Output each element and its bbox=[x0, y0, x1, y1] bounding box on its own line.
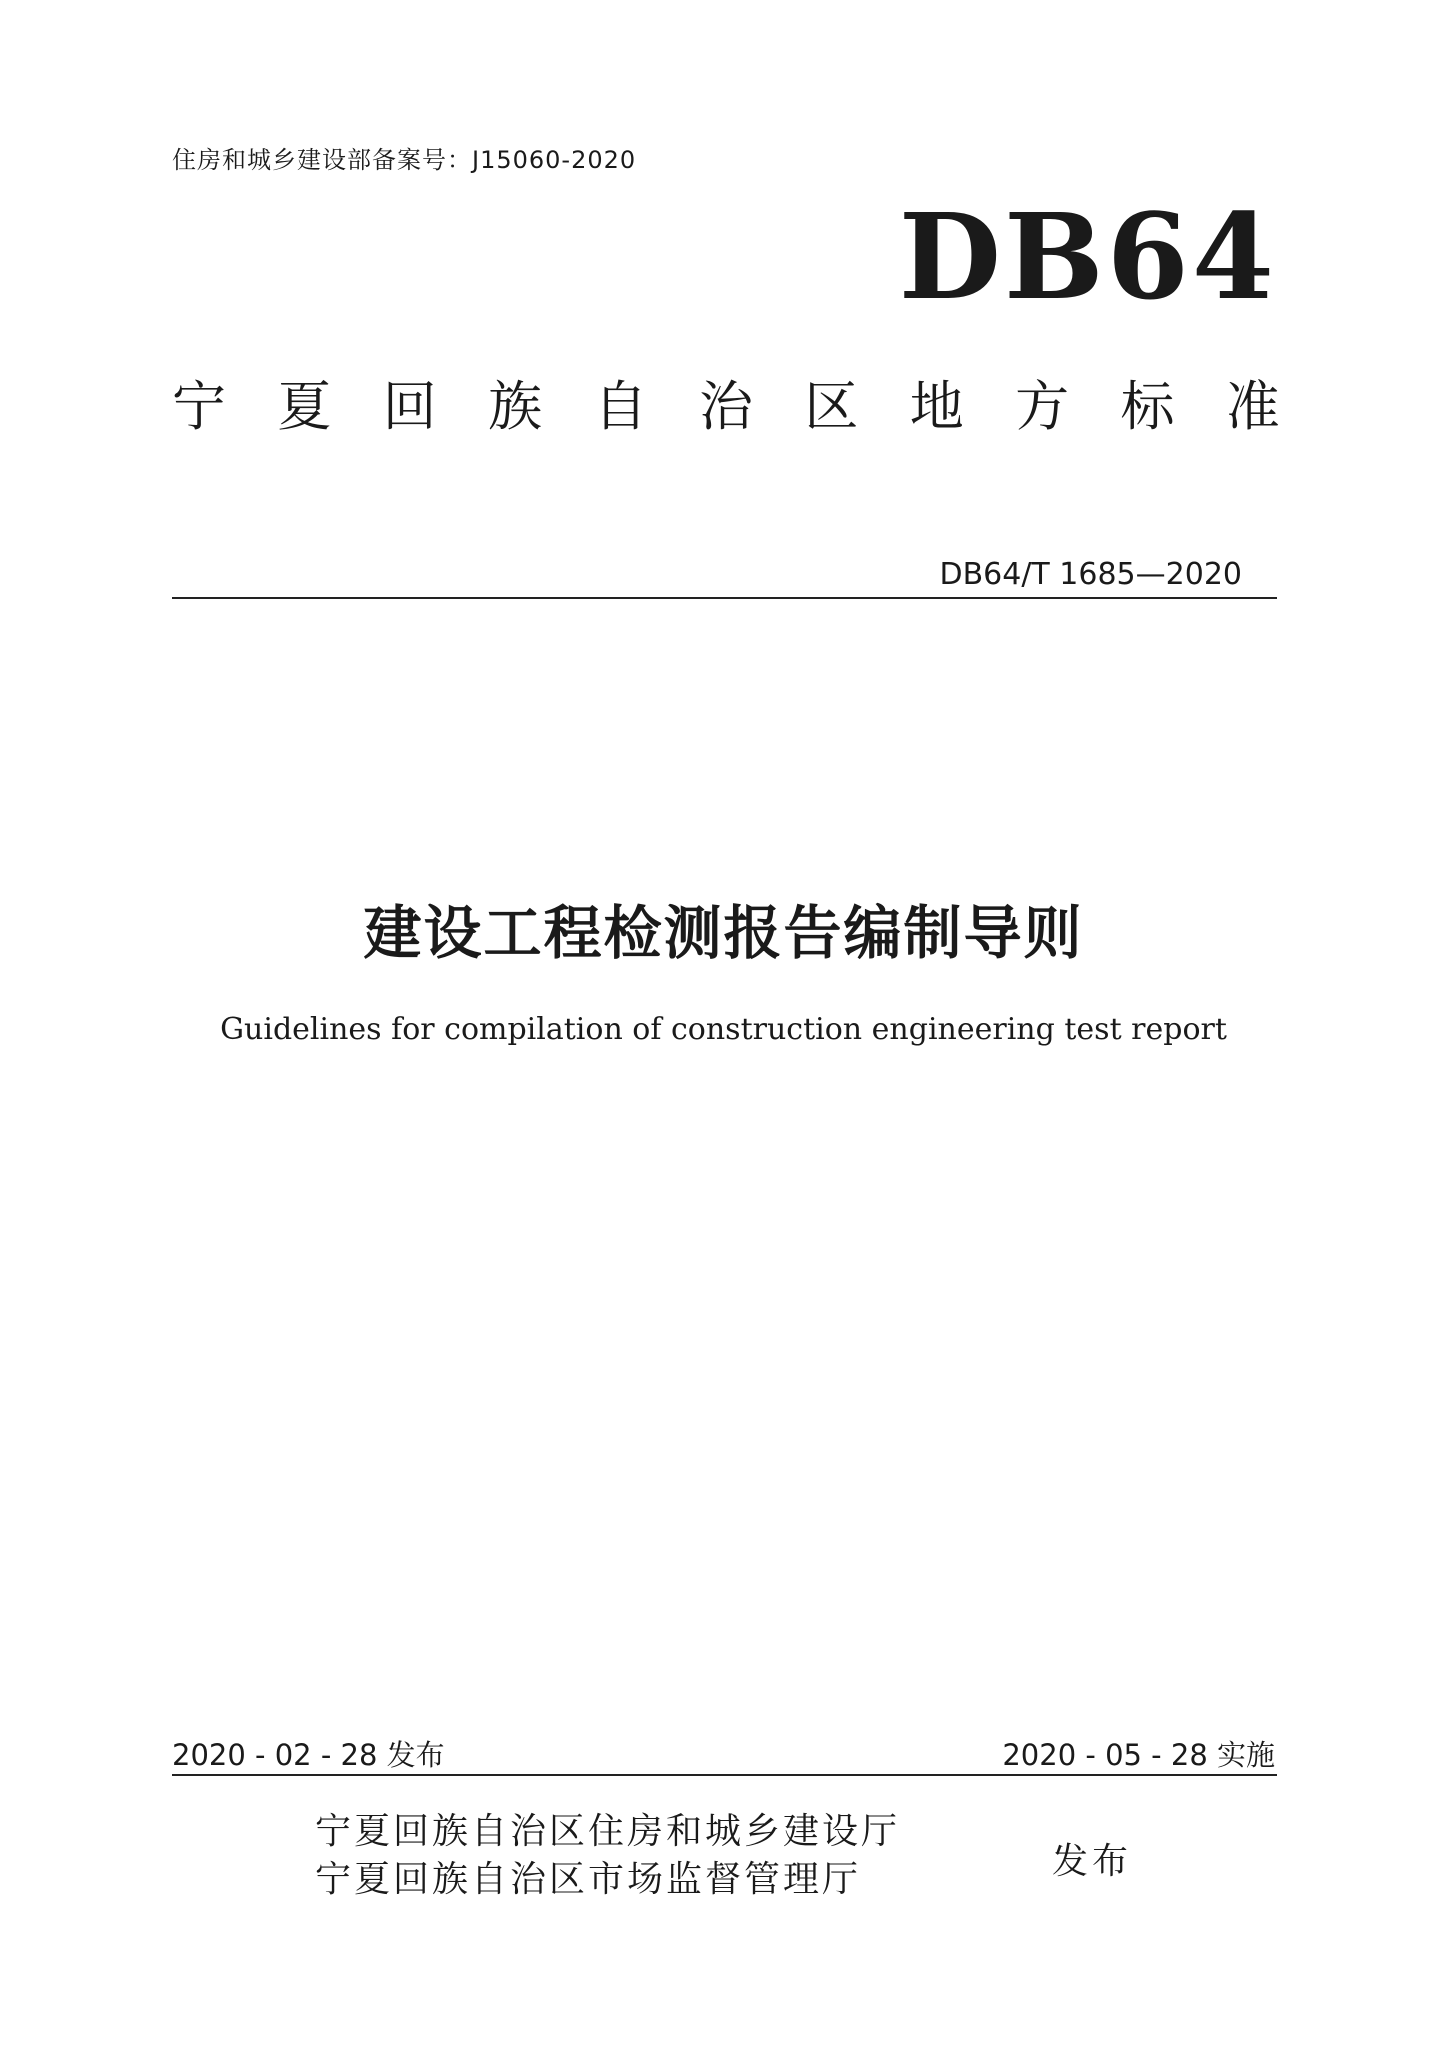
record-number: 住房和城乡建设部备案号：J15060-2020 bbox=[172, 146, 637, 174]
standard-type-char: 区 bbox=[804, 375, 859, 438]
standard-type-char: 地 bbox=[909, 375, 964, 438]
publisher-list bbox=[315, 1808, 900, 1904]
title-english: Guidelines for compilation of construction engineering test report bbox=[220, 1012, 1227, 1047]
standard-type-char: 标 bbox=[1120, 375, 1175, 438]
publisher-name: 宁夏回族自治区市场监督管理厅 bbox=[315, 1859, 862, 1900]
bottom-divider bbox=[172, 1774, 1277, 1776]
standard-type-char: 方 bbox=[1015, 375, 1070, 438]
title-chinese: 建设工程检测报告编制导则 bbox=[363, 899, 1084, 967]
top-divider bbox=[172, 597, 1277, 599]
standard-type-char: 治 bbox=[698, 375, 753, 438]
standard-type-char: 宁 bbox=[172, 375, 226, 438]
implementation-date: 2020 - 05 - 28 实施 bbox=[1002, 1738, 1275, 1772]
standard-type-char: 回 bbox=[382, 375, 437, 438]
publisher-name: 宁夏回族自治区住房和城乡建设厅 bbox=[315, 1811, 901, 1852]
standard-type-char: 准 bbox=[1225, 375, 1280, 438]
issue-date: 2020 - 02 - 28 发布 bbox=[172, 1738, 445, 1772]
standard-type-char: 族 bbox=[488, 375, 543, 438]
standard-type-heading bbox=[172, 375, 1280, 438]
publish-label: 发布 bbox=[1052, 1841, 1133, 1882]
db-code-logo: DB64 bbox=[898, 187, 1277, 326]
standard-type-char: 夏 bbox=[277, 375, 332, 438]
standard-number: DB64/T 1685—2020 bbox=[939, 557, 1242, 592]
standard-type-char: 自 bbox=[593, 375, 648, 438]
